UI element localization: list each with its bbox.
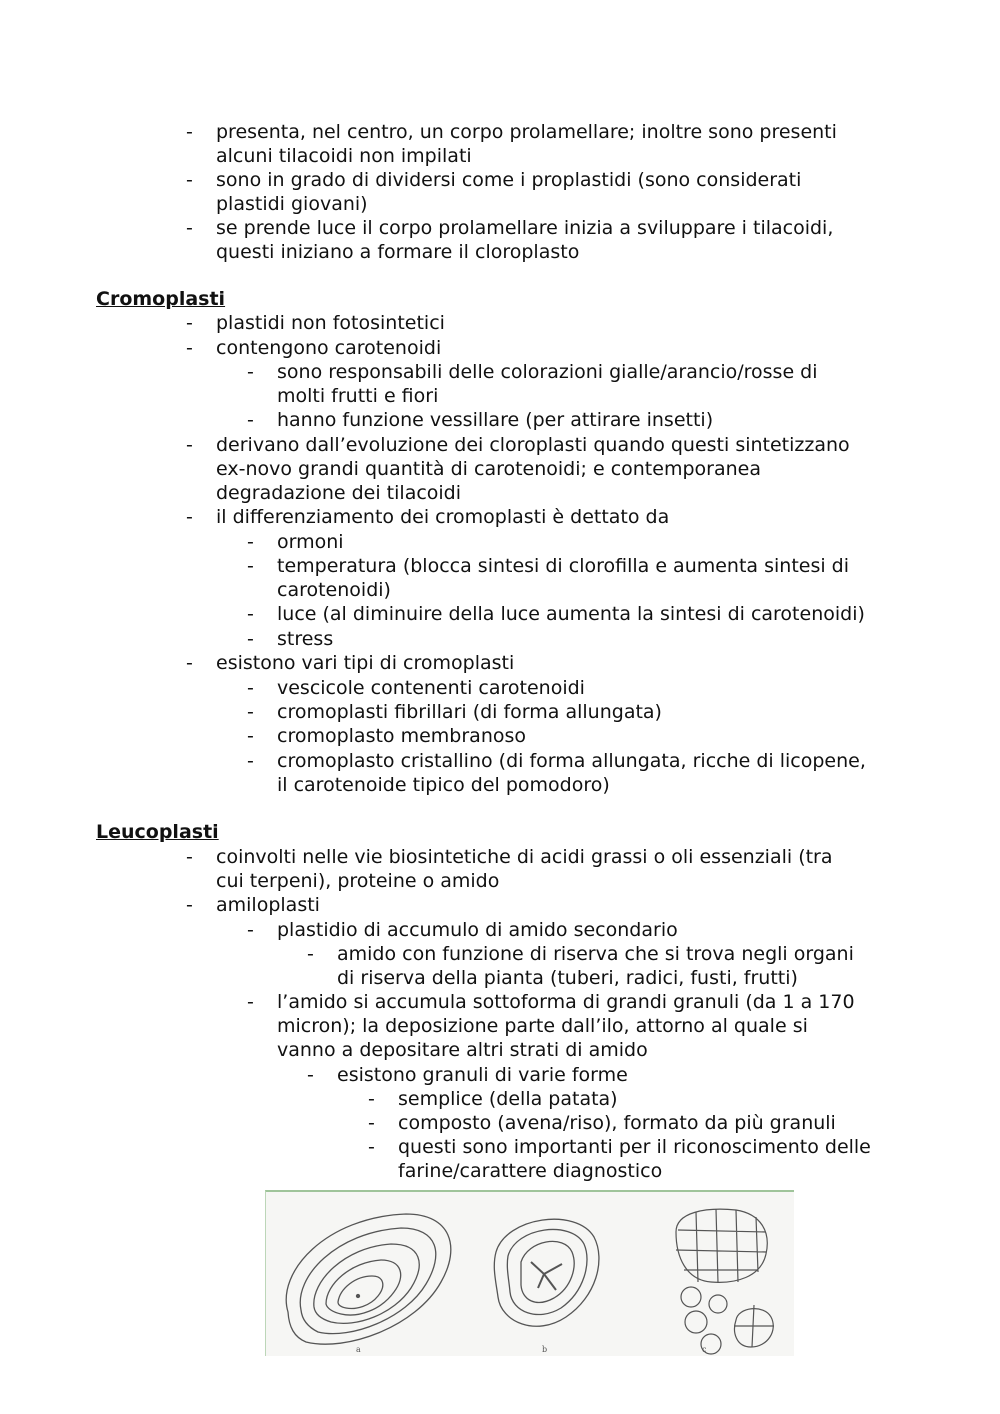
sub-item-line: temperatura (blocca sintesi di clorofilla e aumenta sintesi di	[277, 555, 850, 577]
bullet-dash: -	[186, 506, 193, 528]
sub-item-line: il carotenoide tipico del pomodoro)	[277, 774, 610, 796]
sub-item-line: vescicole contenenti carotenoidi	[277, 677, 585, 699]
bullet-dash: -	[247, 603, 254, 625]
list-item-line: questi iniziano a formare il cloroplasto	[216, 241, 580, 263]
list-item-line: plastidi non fotosintetici	[216, 312, 445, 334]
section-heading-cromoplasti: Cromoplasti	[96, 288, 226, 310]
list-item-line: amiloplasti	[216, 894, 320, 916]
bullet-dash: -	[186, 846, 193, 868]
sub-item-line: cromoplasto membranoso	[277, 725, 527, 747]
sub-item-line: molti frutti e fiori	[277, 385, 439, 407]
bullet-dash: -	[186, 312, 193, 334]
bullet-dash: -	[307, 1064, 314, 1086]
bullet-dash: -	[247, 919, 254, 941]
sub-sub-sub-item-line: composto (avena/riso), formato da più granuli	[398, 1112, 836, 1134]
sub-sub-sub-item-line: farine/carattere diagnostico	[398, 1160, 663, 1182]
sub-item-line: hanno funzione vessillare (per attirare insetti)	[277, 409, 714, 431]
section-heading-leucoplasti: Leucoplasti	[96, 821, 219, 843]
bullet-dash: -	[368, 1088, 375, 1110]
panel-label-a: a	[356, 1345, 361, 1354]
bullet-dash: -	[247, 725, 254, 747]
sub-sub-item-line: esistono granuli di varie forme	[337, 1064, 628, 1086]
sub-item-line: micron); la deposizione parte dall’ilo, attorno al quale si	[277, 1015, 808, 1037]
sub-item-line: cromoplasti fibrillari (di forma allungata)	[277, 701, 662, 723]
sub-item-line: sono responsabili delle colorazioni gialle/arancio/rosse di	[277, 361, 818, 383]
simple-granule-drawing	[286, 1214, 451, 1344]
list-item-line: contengono carotenoidi	[216, 337, 442, 359]
sub-sub-sub-item-line: questi sono importanti per il riconoscimento delle	[398, 1136, 871, 1158]
panel-label-b: b	[542, 1345, 548, 1354]
sub-sub-item-line: di riserva della pianta (tuberi, radici, fusti, frutti)	[337, 967, 798, 989]
compound-granule-cluster-drawing	[676, 1209, 774, 1354]
starch-granules-illustration	[266, 1192, 794, 1356]
bullet-dash: -	[247, 628, 254, 650]
sub-item-line: plastidio di accumulo di amido secondario	[277, 919, 678, 941]
bullet-dash: -	[186, 169, 193, 191]
list-item-line: se prende luce il corpo prolamellare inizia a sviluppare i tilacoidi,	[216, 217, 834, 239]
bullet-dash: -	[247, 555, 254, 577]
sub-item-line: cromoplasto cristallino (di forma allungata, ricche di licopene,	[277, 750, 866, 772]
list-item-line: il differenziamento dei cromoplasti è dettato da	[216, 506, 670, 528]
bullet-dash: -	[186, 121, 193, 143]
panel-label-c: c	[702, 1345, 707, 1354]
sub-sub-sub-item-line: semplice (della patata)	[398, 1088, 618, 1110]
sub-sub-item-line: amido con funzione di riserva che si trova negli organi	[337, 943, 854, 965]
list-item-line: ex-novo grandi quantità di carotenoidi; e contemporanea	[216, 458, 761, 480]
bullet-dash: -	[307, 943, 314, 965]
bullet-dash: -	[247, 701, 254, 723]
bullet-dash: -	[186, 217, 193, 239]
bullet-dash: -	[247, 750, 254, 772]
bullet-dash: -	[186, 434, 193, 456]
bullet-dash: -	[247, 991, 254, 1013]
list-item-line: derivano dall’evoluzione dei cloroplasti quando questi sintetizzano	[216, 434, 850, 456]
sub-item-line: ormoni	[277, 531, 344, 553]
list-item-line: esistono vari tipi di cromoplasti	[216, 652, 515, 674]
bullet-dash: -	[368, 1112, 375, 1134]
sub-item-line: stress	[277, 628, 334, 650]
sub-item-line: luce (al diminuire della luce aumenta la sintesi di carotenoidi)	[277, 603, 865, 625]
starch-granules-figure	[265, 1190, 794, 1356]
list-item-line: degradazione dei tilacoidi	[216, 482, 462, 504]
sub-item-line: l’amido si accumula sottoforma di grandi granuli (da 1 a 170	[277, 991, 855, 1013]
bullet-dash: -	[247, 409, 254, 431]
list-item-line: coinvolti nelle vie biosintetiche di acidi grassi o oli essenziali (tra	[216, 846, 833, 868]
bullet-dash: -	[186, 337, 193, 359]
sub-item-line: carotenoidi)	[277, 579, 391, 601]
bullet-dash: -	[247, 361, 254, 383]
compound-granule-drawing	[494, 1219, 599, 1326]
bullet-dash: -	[247, 677, 254, 699]
bullet-dash: -	[247, 531, 254, 553]
sub-item-line: vanno a depositare altri strati di amido	[277, 1039, 648, 1061]
list-item-line: plastidi giovani)	[216, 193, 368, 215]
bullet-dash: -	[186, 894, 193, 916]
list-item-line: cui terpeni), proteine o amido	[216, 870, 500, 892]
list-item-line: presenta, nel centro, un corpo prolamellare; inoltre sono presenti	[216, 121, 837, 143]
list-item-line: alcuni tilacoidi non impilati	[216, 145, 472, 167]
bullet-dash: -	[186, 652, 193, 674]
list-item-line: sono in grado di dividersi come i proplastidi (sono considerati	[216, 169, 802, 191]
bullet-dash: -	[368, 1136, 375, 1158]
